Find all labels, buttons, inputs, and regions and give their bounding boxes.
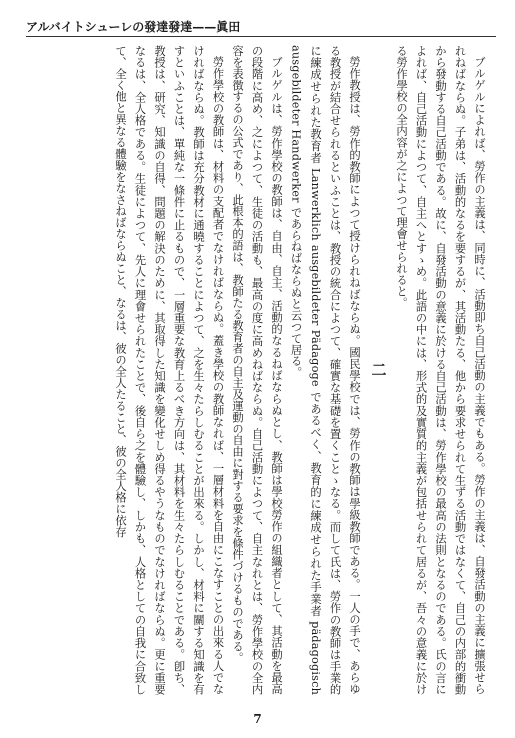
paragraph: ブルゲルによれば、勞作の主義は、同時に、活動即ち自己活動の主義でもある。勞作の主義は、自發活動の主義に擴張せられねばならぬ。子弟は、活動的なるを要するが、其活動たる、他から要求せられて生ずる活動ではなくて、自己の内部的衝動から發動する自己活動である。故に、自發活動の意義に於ける自己活動は、勞作學校の最高の法則となるのである。氏の言によれば、自己活動によつて、自主へとすゝめ。此語の中には、形式的及實質的主義が包括せられて居るが、吾々の意義に於ける勞作學校の全内容が之によつて理會せられると。 <box>395 45 486 695</box>
paragraph: 勞作學校の教師は、材料の支配者でなければならぬ。蓋き學校の教師なれば、一層材料を自由にこなすことの出來る人でなければならぬ。教師は充分教材に通曉することによつて、之を生々たらしむることが出來る。しかし、材料に關する知識を有すといふことは、單純な一條件に止るもので、一層重要な教育上るべき方向は、其材料を生々たらしむることである。卽ち、教授は、研究、知識の自得、問題の解決のために、其取得した知識を變化せしめ得るやうなものでなければならぬ。更に重要なるは、全人格である。生徒によつて、先人に理會せられたことで、後自ら之を體驗し、しかも、人格としての自我に合致して、全く他と異なる體驗をなさねばならぬこと、なるは、彼の全人たること、彼の全人格に依存 <box>114 45 225 695</box>
header-rule <box>26 36 496 37</box>
paragraph: ブルゲルは、勞作學校の教師は、自由、自主、活動的なるねばならぬとし、教師は學校勞作の組織者として、其活動を最高の段階に高め、之によつて、生徒の活動も、最高の度に高めねばならぬ。自己活動によつて、自主なれとは、勞作學校の全内容を表徴するの公式であり、此根本的語は、教師たる教育者の自主及運動の自由に對する要求を條件づけるものである。 <box>231 45 283 695</box>
running-head: アルバイトシューレの發達發達——眞田 <box>26 20 241 34</box>
section-number: 二 <box>369 362 388 378</box>
paragraph: 勞作教授は、勞作的教師によつて授けられねばならぬ。國民學校では、勞作の教師は學級教師である。一人の手で、あらゆる教授が結合せられるといふことは、教授の統合によつて、確實な基礎を置くことゝなる。而して氏は、勞作の教師は手業的に練成せられた教育者 Lanwerklich ausgebildeter Pädagoge であるべく、教育的に練成せられた手業者 pädagogisch ausgebildeter Handwerker であらねばならぬと云つて居る。 <box>289 45 361 695</box>
page-number: 7 <box>253 712 262 726</box>
body-text <box>21 45 489 695</box>
